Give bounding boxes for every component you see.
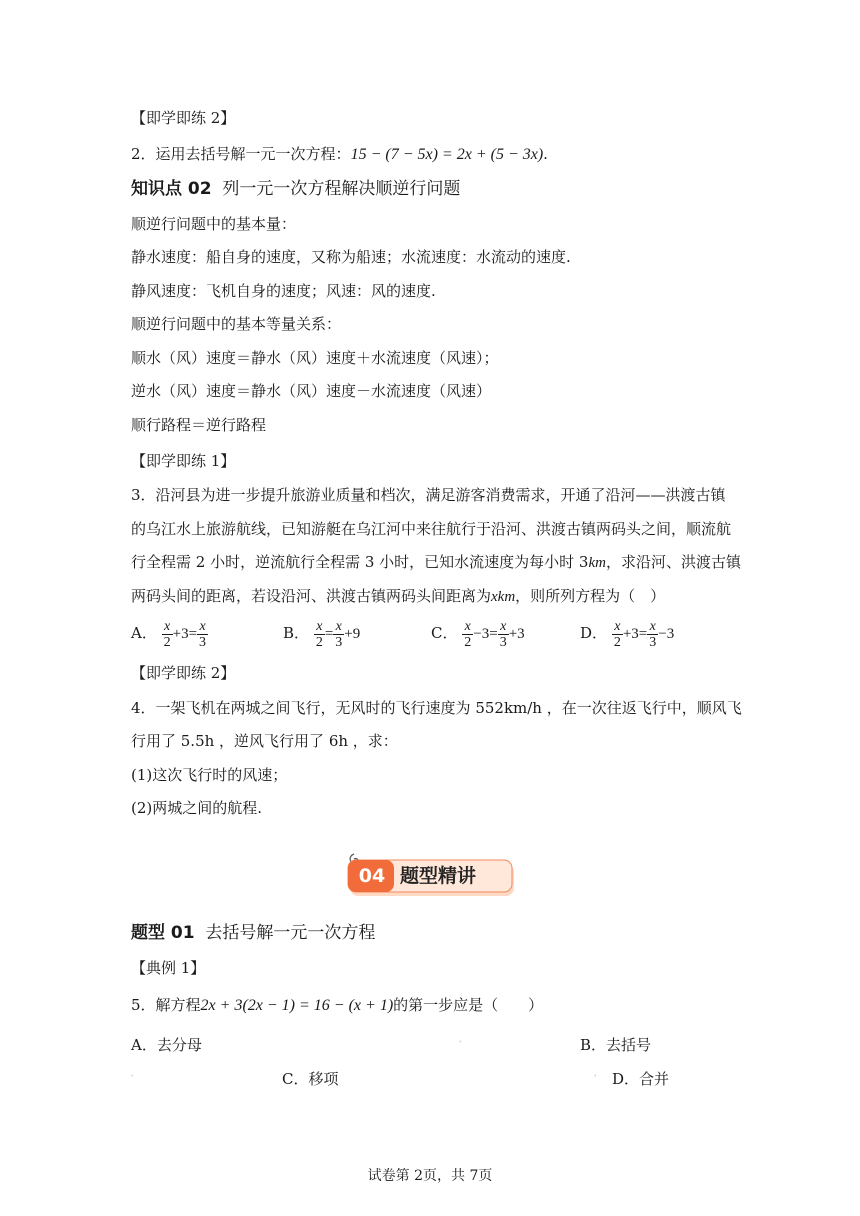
numerator: x — [197, 619, 208, 635]
question-4-line: 行用了 5.5h ，逆风飞行用了 6h ，求： — [131, 732, 398, 750]
numerator: x — [498, 619, 509, 635]
option-b — [283, 618, 360, 650]
kp-line: 顺逆行问题中的基本量： — [131, 215, 297, 233]
equation: 2x + 3(2x − 1) = 16 − (x + 1) — [200, 997, 394, 1014]
numerator: x — [333, 619, 344, 635]
knowledge-point-title: 列一元一次方程解决顺逆行问题 — [222, 179, 461, 199]
operator: +3 — [508, 626, 525, 642]
kp-line: 顺行路程＝逆行路程 — [131, 416, 267, 434]
question-type-title: 去括号解一元一次方程 — [205, 923, 376, 943]
question-3-line — [131, 551, 741, 574]
denominator: 3 — [499, 634, 507, 650]
practice-label: 【即学即练 2】 — [131, 109, 236, 127]
page-footer: 试卷第 2页，共 7页 — [367, 1168, 493, 1184]
option-a — [131, 618, 208, 650]
question-3-line: 3．沿河县为进一步提升旅游业质量和档次，满足游客消费需求，开通了沿河——洪渡古镇 — [131, 486, 726, 504]
knowledge-point-tag: 知识点 02 — [131, 179, 212, 199]
option-d: D．合并 — [612, 1070, 670, 1088]
fraction — [462, 619, 473, 650]
operator: +3= — [172, 626, 198, 642]
banner-number: 04 — [358, 865, 386, 887]
fraction — [333, 619, 344, 650]
fraction — [197, 619, 208, 650]
denominator: 2 — [464, 634, 472, 650]
option-label: D． — [580, 624, 608, 642]
fraction — [612, 619, 623, 650]
denominator: 3 — [199, 634, 207, 650]
numerator: x — [462, 619, 473, 635]
kp-line: 顺水（风）速度＝静水（风）速度＋水流速度（风速）； — [131, 349, 499, 367]
denominator: 2 — [613, 634, 621, 650]
text-part: ，求沿河、洪渡古镇 — [605, 553, 741, 571]
operator: −3 — [658, 626, 675, 642]
option-d — [580, 618, 674, 650]
text-part: ，则所列方程为（ ） — [515, 587, 666, 605]
option-label: B． — [283, 624, 310, 642]
example-label: 【典例 1】 — [131, 959, 206, 977]
fraction — [647, 619, 658, 650]
fraction — [162, 619, 173, 650]
fraction — [314, 619, 325, 650]
mark-dot: ˈ — [131, 1074, 134, 1083]
variable: xkm — [491, 589, 516, 605]
question-text: 运用去括号解一元一次方程： — [155, 145, 351, 163]
numerator: x — [612, 619, 623, 635]
numerator: x — [162, 619, 173, 635]
denominator: 2 — [163, 634, 171, 650]
mark-dot: ˈ — [459, 1040, 462, 1049]
mark-dot: ˈ — [594, 1074, 597, 1083]
denominator: 3 — [649, 634, 657, 650]
question-4-part: (2)两城之间的航程. — [131, 799, 263, 817]
question-5 — [131, 994, 543, 1017]
kp-line: 静风速度：飞机自身的速度；风速：风的速度. — [131, 282, 436, 300]
option-c: C．移项 — [282, 1070, 339, 1088]
operator: −3= — [473, 626, 498, 642]
operator: +3= — [622, 626, 648, 642]
text-part: 的第一步应是（ ） — [393, 996, 544, 1014]
period: . — [543, 145, 548, 163]
fraction — [498, 619, 509, 650]
denominator: 2 — [315, 634, 323, 650]
equation: 15 − (7 − 5x) = 2x + (5 − 3x) — [350, 146, 544, 163]
operator: = — [324, 626, 334, 642]
option-c — [431, 618, 525, 650]
question-2 — [131, 143, 548, 166]
section-banner — [346, 852, 516, 898]
numerator: x — [314, 619, 325, 635]
kp-line: 顺逆行问题中的基本等量关系： — [131, 315, 342, 333]
text-part: 行全程需 2 小时，逆流航行全程需 3 小时，已知水流速度为每小时 3 — [131, 553, 589, 571]
practice-label: 【即学即练 2】 — [131, 664, 236, 682]
operator: +9 — [344, 626, 361, 642]
text-part: 两码头间的距离，若设沿河、洪渡古镇两码头间距离为 — [131, 587, 492, 605]
question-number: 2． — [131, 145, 156, 163]
question-3-line: 的乌江水上旅游航线，已知游艇在乌江河中来往航行于沿河、洪渡古镇两码头之间，顺流航 — [131, 520, 732, 538]
question-type-heading — [131, 922, 375, 944]
question-type-tag: 题型 01 — [131, 923, 195, 943]
denominator: 3 — [335, 634, 343, 650]
option-label: A． — [131, 624, 157, 642]
banner-title: 题型精讲 — [400, 865, 477, 887]
question-3-line — [131, 585, 665, 608]
question-4-line: 4．一架飞机在两城之间飞行，无风时的飞行速度为 552km/h ，在一次往返飞行中，顺风飞 — [131, 699, 742, 717]
kp-line: 静水速度：船自身的速度，又称为船速；水流速度：水流动的速度. — [131, 248, 571, 266]
text-part: 5．解方程 — [131, 996, 201, 1014]
kp-line: 逆水（风）速度＝静水（风）速度－水流速度（风速） — [131, 382, 492, 400]
option-a: A．去分母 — [131, 1036, 202, 1054]
practice-label: 【即学即练 1】 — [131, 452, 236, 470]
knowledge-point-heading — [131, 178, 460, 200]
numerator: x — [647, 619, 658, 635]
option-label: C． — [431, 624, 458, 642]
question-4-part: (1)这次飞行时的风速； — [131, 766, 288, 784]
unit: km — [588, 555, 606, 571]
option-b: B．去括号 — [580, 1036, 652, 1054]
